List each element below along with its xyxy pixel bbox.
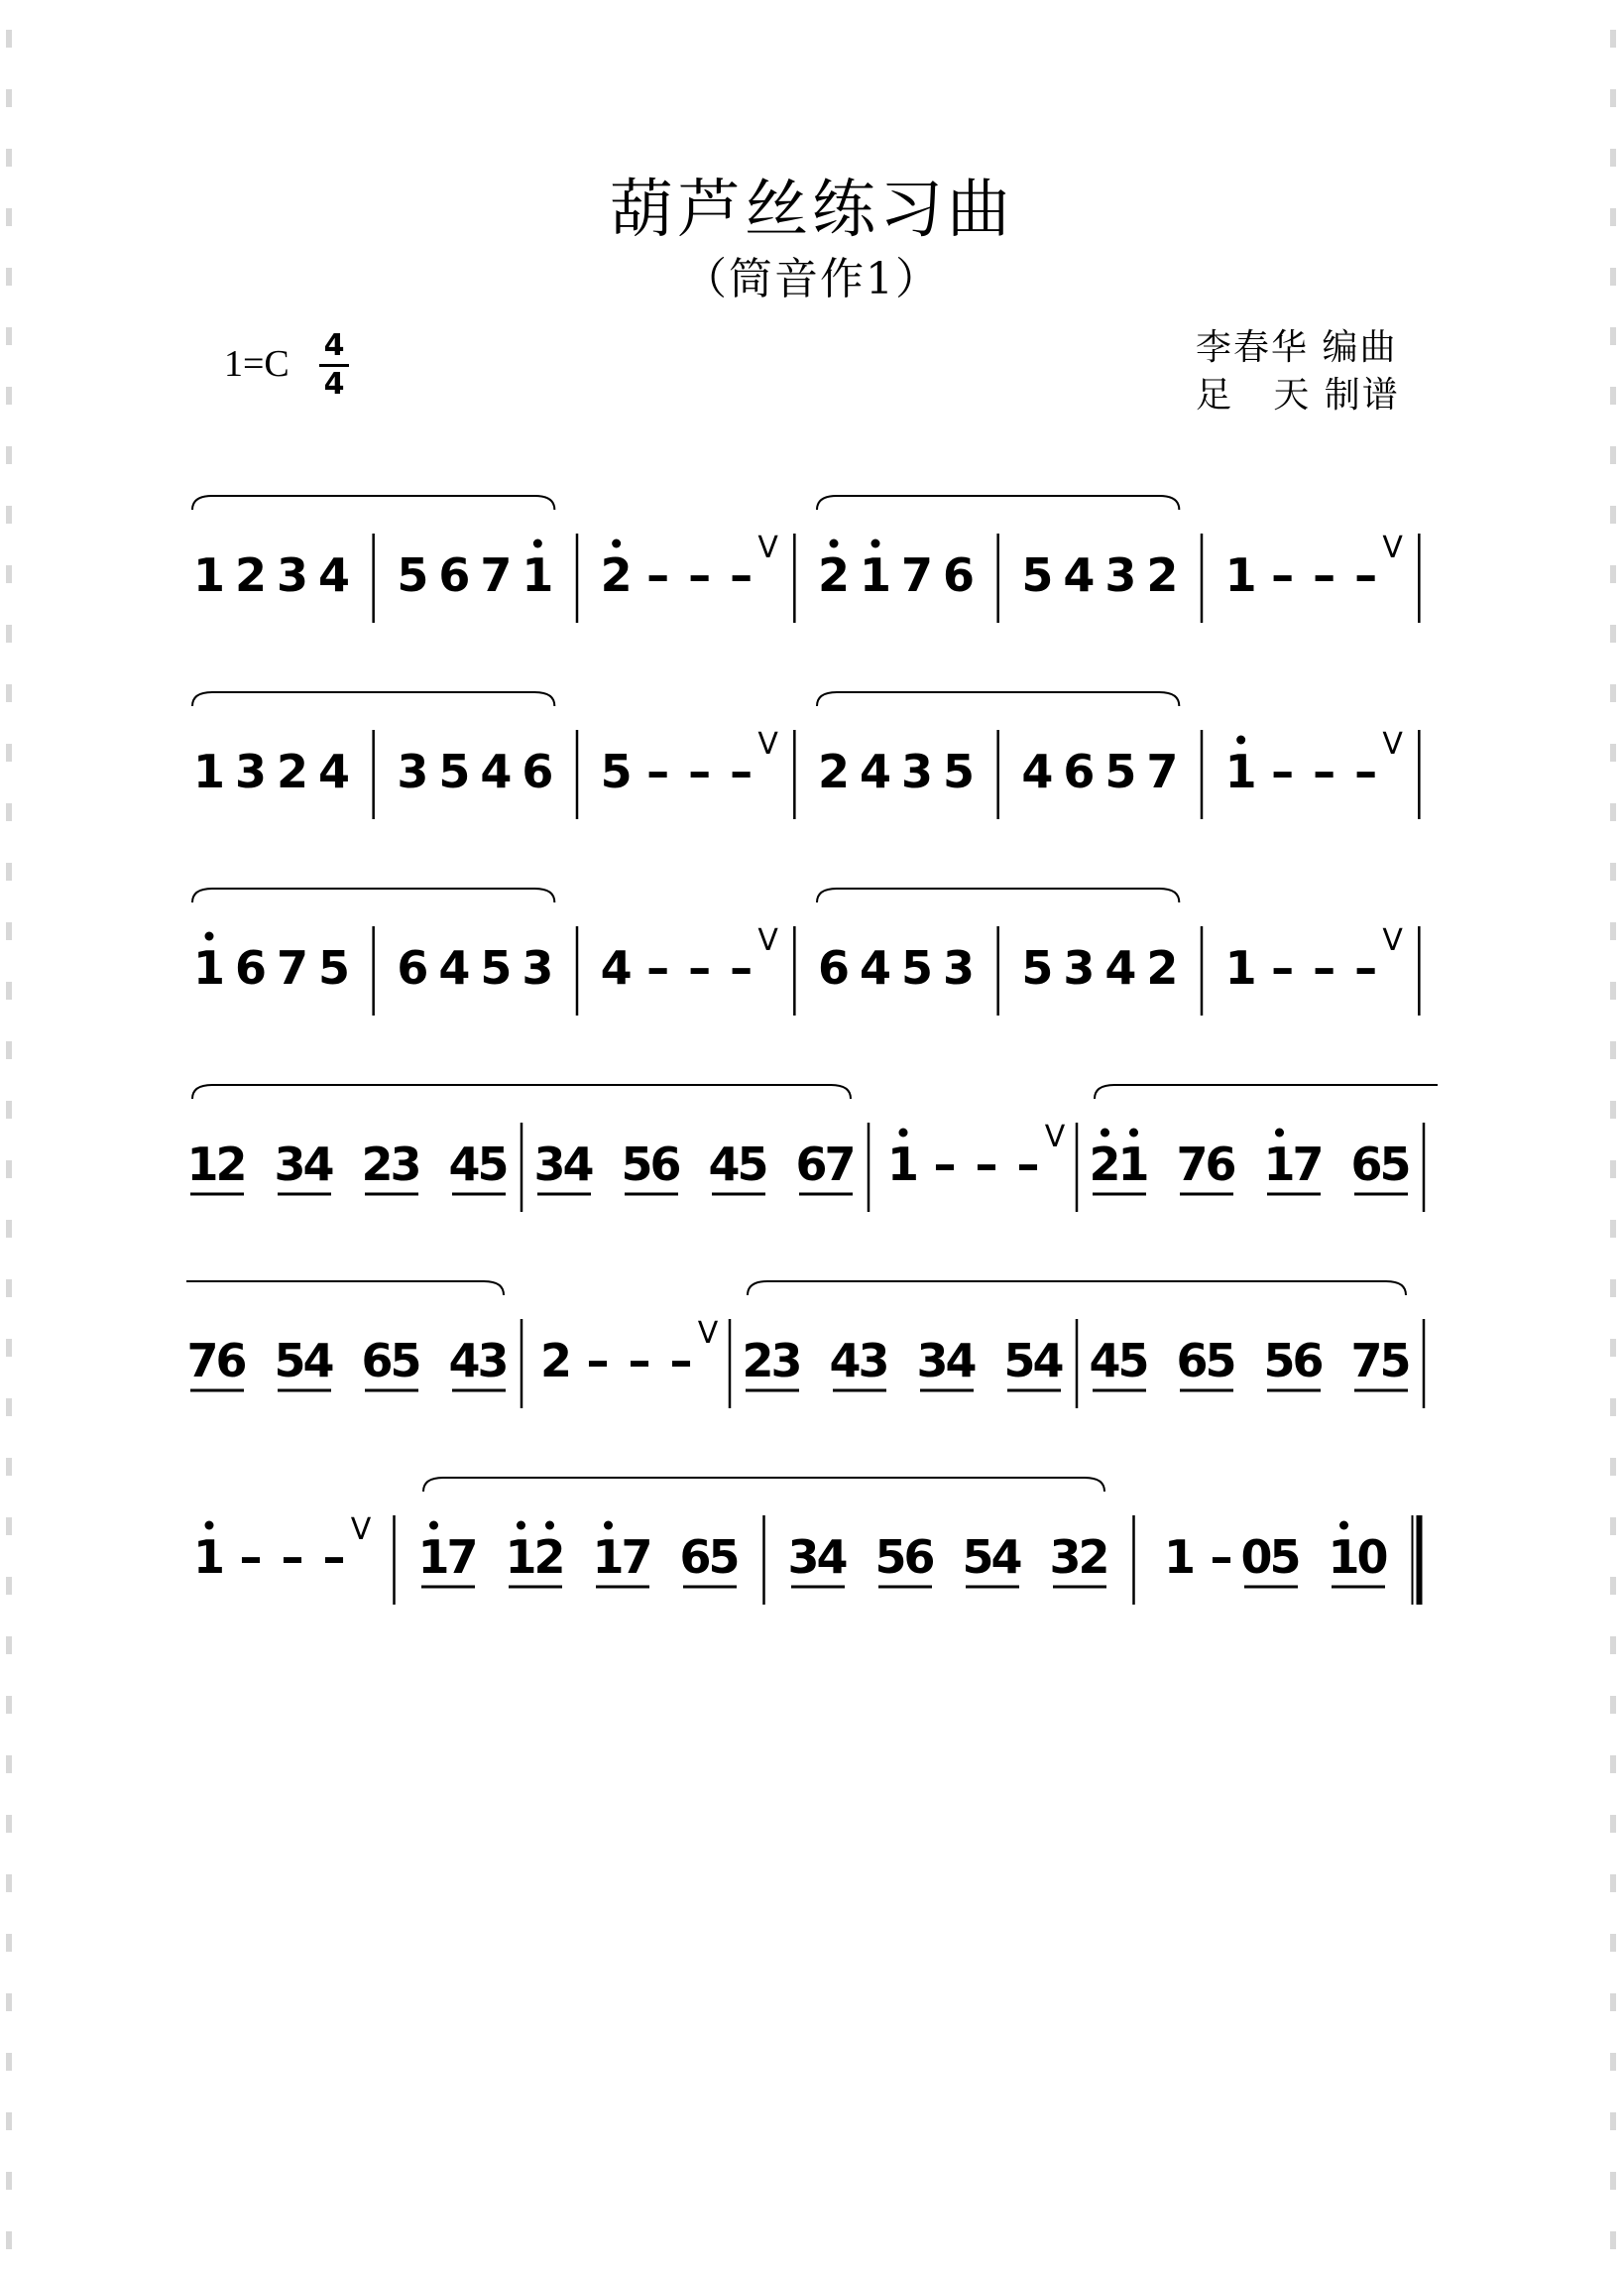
- note-digit: 1: [1163, 1530, 1197, 1584]
- margin-watermark-mark: [6, 446, 12, 464]
- dash-note: –: [281, 1530, 304, 1584]
- margin-watermark-mark: [6, 1220, 12, 1238]
- octave-dot: [612, 539, 621, 548]
- note-digit: 7: [1176, 1138, 1209, 1191]
- key-signature: 1=C: [224, 343, 290, 385]
- note-digit: 5: [438, 745, 471, 798]
- note-digit: 6: [1063, 745, 1096, 798]
- note-digit: 7: [900, 548, 934, 602]
- note-digit: 4: [317, 745, 351, 798]
- margin-watermark-mark: [6, 1636, 12, 1654]
- note-digit: 2: [1146, 548, 1179, 602]
- note-digit: 6: [215, 1334, 248, 1387]
- note-digit: 5: [480, 941, 513, 995]
- margin-watermark-mark: [1610, 89, 1616, 107]
- dash-note: –: [322, 1530, 346, 1584]
- dash-note: –: [1271, 548, 1295, 602]
- margin-watermark-mark: [6, 1934, 12, 1952]
- note-digit: 2: [539, 1334, 573, 1387]
- margin-watermark-mark: [1610, 30, 1616, 48]
- margin-watermark-mark: [6, 89, 12, 107]
- margin-watermark-mark: [6, 208, 12, 226]
- margin-watermark-mark: [1610, 208, 1616, 226]
- note-digit: 2: [533, 1530, 566, 1584]
- margin-watermark-mark: [1610, 684, 1616, 702]
- note-digit: 6: [942, 548, 976, 602]
- margin-watermark-mark: [1610, 1160, 1616, 1178]
- note-digit: 5: [621, 1138, 653, 1191]
- note-digit: 7: [1146, 745, 1179, 798]
- octave-dot: [533, 539, 542, 548]
- note-digit: 4: [317, 548, 351, 602]
- breath-mark: V: [1382, 727, 1403, 762]
- margin-watermark-mark: [1610, 2053, 1616, 2071]
- note-digit: 5: [1263, 1334, 1296, 1387]
- margin-watermark-mark: [6, 2231, 12, 2249]
- breath-mark: V: [1382, 531, 1403, 565]
- note-digit: 4: [302, 1334, 335, 1387]
- octave-dot: [1275, 1129, 1284, 1138]
- margin-watermark-mark: [1610, 1041, 1616, 1059]
- dash-note: –: [1271, 941, 1295, 995]
- note-digit: 3: [274, 1138, 306, 1191]
- note-digit: 2: [600, 548, 633, 602]
- note-digit: 7: [621, 1530, 653, 1584]
- margin-watermark-mark: [1610, 1339, 1616, 1357]
- octave-dot: [429, 1521, 438, 1530]
- dash-note: –: [669, 1334, 693, 1387]
- slur: [186, 1281, 504, 1295]
- margin-watermark-mark: [1610, 149, 1616, 167]
- margin-watermark-mark: [6, 268, 12, 286]
- margin-watermark-mark: [1610, 387, 1616, 405]
- note-digit: 5: [317, 941, 351, 995]
- breath-mark: V: [697, 1316, 719, 1351]
- margin-watermark-mark: [1610, 1220, 1616, 1238]
- margin-watermark-mark: [1610, 803, 1616, 821]
- dash-note: –: [730, 745, 754, 798]
- note-digit: 4: [600, 941, 633, 995]
- note-digit: 3: [533, 1138, 566, 1191]
- note-digit: 1: [192, 941, 226, 995]
- note-digit: 5: [1205, 1334, 1237, 1387]
- dash-note: –: [628, 1334, 651, 1387]
- note-digit: 6: [361, 1334, 394, 1387]
- note-digit: 3: [942, 941, 976, 995]
- note-digit: 5: [900, 941, 934, 995]
- margin-watermark-mark: [1610, 1934, 1616, 1952]
- song-title: 葫芦丝练习曲: [610, 174, 1014, 247]
- note-digit: 3: [397, 745, 429, 798]
- dash-note: –: [975, 1138, 998, 1191]
- note-digit: 2: [215, 1138, 248, 1191]
- margin-watermark-mark: [6, 506, 12, 524]
- note-digit: 1: [522, 548, 554, 602]
- margin-watermark-mark: [1610, 982, 1616, 1000]
- octave-dot: [1236, 736, 1245, 745]
- dash-note: –: [688, 745, 712, 798]
- note-digit: 3: [916, 1334, 949, 1387]
- note-digit: 4: [562, 1138, 595, 1191]
- note-digit: 4: [708, 1138, 741, 1191]
- breath-mark: V: [1382, 923, 1403, 958]
- margin-watermark-mark: [6, 1279, 12, 1297]
- slur: [423, 1478, 1104, 1492]
- note-digit: 5: [942, 745, 976, 798]
- margin-watermark-mark: [6, 2053, 12, 2071]
- margin-watermark-mark: [6, 863, 12, 881]
- song-subtitle: （筒音作1）: [683, 254, 941, 304]
- note-digit: 7: [480, 548, 513, 602]
- note-digit: 4: [480, 745, 513, 798]
- dash-note: –: [1313, 941, 1336, 995]
- note-digit: 3: [390, 1138, 422, 1191]
- note-digit: 4: [1104, 941, 1137, 995]
- note-digit: 5: [1021, 548, 1054, 602]
- margin-watermark-mark: [6, 1398, 12, 1416]
- dash-note: –: [730, 548, 754, 602]
- note-digit: 3: [900, 745, 934, 798]
- note-digit: 5: [600, 745, 633, 798]
- note-digit: 7: [446, 1530, 479, 1584]
- dash-note: –: [1313, 745, 1336, 798]
- note-digit: 1: [886, 1138, 920, 1191]
- margin-watermark-mark: [1610, 1815, 1616, 1833]
- margin-watermark-mark: [1610, 1517, 1616, 1535]
- note-digit: 6: [795, 1138, 828, 1191]
- octave-dot: [517, 1521, 525, 1530]
- octave-dot: [1129, 1129, 1138, 1138]
- note-digit: 5: [1269, 1530, 1302, 1584]
- dash-note: –: [646, 941, 670, 995]
- note-digit: 1: [592, 1530, 625, 1584]
- margin-watermark-mark: [6, 1101, 12, 1119]
- note-digit: 2: [742, 1334, 774, 1387]
- margin-watermark-mark: [1610, 2172, 1616, 2190]
- margin-watermark-mark: [6, 1755, 12, 1773]
- note-digit: 6: [817, 941, 851, 995]
- margin-watermark-mark: [6, 327, 12, 345]
- dash-note: –: [933, 1138, 957, 1191]
- margin-watermark-mark: [1610, 2231, 1616, 2249]
- note-digit: 1: [192, 745, 226, 798]
- dash-note: –: [586, 1334, 610, 1387]
- note-digit: 1: [417, 1530, 450, 1584]
- octave-dot: [545, 1521, 554, 1530]
- note-digit: 1: [192, 548, 226, 602]
- dash-note: –: [1210, 1530, 1233, 1584]
- margin-watermark-mark: [1610, 1696, 1616, 1714]
- note-digit: 5: [397, 548, 429, 602]
- note-digit: 6: [397, 941, 429, 995]
- slur: [817, 692, 1179, 706]
- note-digit: 3: [770, 1334, 803, 1387]
- note-digit: 5: [1379, 1334, 1412, 1387]
- note-digit: 2: [817, 548, 851, 602]
- margin-watermark-mark: [1610, 1755, 1616, 1773]
- note-digit: 6: [1176, 1334, 1209, 1387]
- slur: [1095, 1085, 1438, 1099]
- note-digit: 3: [1063, 941, 1096, 995]
- note-digit: 5: [962, 1530, 994, 1584]
- note-digit: 7: [186, 1334, 219, 1387]
- note-digit: 4: [816, 1530, 849, 1584]
- note-digit: 5: [737, 1138, 769, 1191]
- note-digit: 7: [276, 941, 309, 995]
- margin-watermark-mark: [1610, 565, 1616, 583]
- margin-watermark-mark: [6, 2112, 12, 2130]
- margin-watermark-mark: [6, 803, 12, 821]
- dash-note: –: [1016, 1138, 1040, 1191]
- note-digit: 6: [649, 1138, 682, 1191]
- dash-note: –: [730, 941, 754, 995]
- margin-watermark-mark: [6, 1041, 12, 1059]
- margin-watermark-mark: [1610, 1577, 1616, 1595]
- note-digit: 5: [274, 1334, 306, 1387]
- note-digit: 5: [708, 1530, 741, 1584]
- note-digit: 6: [438, 548, 471, 602]
- margin-watermark-mark: [6, 982, 12, 1000]
- margin-watermark-mark: [6, 625, 12, 643]
- margin-watermark-mark: [6, 1160, 12, 1178]
- margin-watermark-mark: [1610, 1874, 1616, 1892]
- time-signature-bottom: 4: [323, 367, 345, 402]
- margin-watermark-mark: [1610, 1101, 1616, 1119]
- margin-watermark-mark: [1610, 506, 1616, 524]
- note-digit: 4: [448, 1138, 481, 1191]
- note-digit: 3: [1104, 548, 1137, 602]
- margin-watermark-mark: [1610, 268, 1616, 286]
- margin-watermark-mark: [6, 1696, 12, 1714]
- slur: [192, 1085, 851, 1099]
- note-digit: 4: [859, 941, 892, 995]
- note-digit: 4: [990, 1530, 1023, 1584]
- note-digit: 1: [1224, 745, 1257, 798]
- note-digit: 3: [787, 1530, 820, 1584]
- note-digit: 5: [874, 1530, 907, 1584]
- dash-note: –: [1354, 548, 1378, 602]
- dash-note: –: [1271, 745, 1295, 798]
- note-digit: 1: [186, 1138, 219, 1191]
- margin-watermark-mark: [6, 684, 12, 702]
- slur: [817, 889, 1179, 902]
- note-digit: 1: [192, 1530, 226, 1584]
- note-digit: 3: [1049, 1530, 1082, 1584]
- note-digit: 4: [945, 1334, 978, 1387]
- margin-watermark-mark: [6, 1874, 12, 1892]
- note-digit: 1: [505, 1530, 537, 1584]
- note-digit: 7: [824, 1138, 857, 1191]
- margin-watermark-mark: [6, 565, 12, 583]
- note-digit: 3: [858, 1334, 890, 1387]
- dash-note: –: [688, 548, 712, 602]
- octave-dot: [871, 539, 880, 548]
- note-digit: 1: [1117, 1138, 1150, 1191]
- note-digit: 2: [1146, 941, 1179, 995]
- dash-note: –: [239, 1530, 263, 1584]
- note-digit: 2: [1089, 1138, 1121, 1191]
- octave-dot: [604, 1521, 613, 1530]
- note-digit: 6: [1205, 1138, 1237, 1191]
- note-digit: 4: [1021, 745, 1054, 798]
- note-digit: 6: [522, 745, 554, 798]
- margin-watermark-mark: [1610, 1458, 1616, 1476]
- breath-mark: V: [1044, 1120, 1066, 1154]
- note-digit: 2: [1078, 1530, 1110, 1584]
- breath-mark: V: [757, 531, 778, 565]
- note-digit: 5: [477, 1138, 510, 1191]
- octave-dot: [899, 1129, 908, 1138]
- note-digit: 1: [1328, 1530, 1360, 1584]
- margin-watermark-mark: [1610, 1636, 1616, 1654]
- note-digit: 5: [1104, 745, 1137, 798]
- margin-watermark-mark: [6, 1577, 12, 1595]
- dash-note: –: [1354, 745, 1378, 798]
- slur: [748, 1281, 1406, 1295]
- margin-watermark-mark: [6, 1993, 12, 2011]
- dash-note: –: [688, 941, 712, 995]
- note-digit: 2: [361, 1138, 394, 1191]
- note-digit: 1: [1224, 548, 1257, 602]
- note-digit: 3: [522, 941, 554, 995]
- note-digit: 3: [276, 548, 309, 602]
- margin-watermark-mark: [6, 149, 12, 167]
- margin-watermark-mark: [1610, 446, 1616, 464]
- breath-mark: V: [350, 1512, 372, 1547]
- note-digit: 7: [1292, 1138, 1325, 1191]
- margin-watermark-mark: [1610, 1398, 1616, 1416]
- margin-watermark-mark: [6, 387, 12, 405]
- margin-watermark-mark: [6, 1339, 12, 1357]
- note-digit: 0: [1356, 1530, 1389, 1584]
- dash-note: –: [646, 745, 670, 798]
- note-digit: 6: [1292, 1334, 1325, 1387]
- note-digit: 6: [234, 941, 268, 995]
- note-digit: 2: [817, 745, 851, 798]
- margin-watermark-mark: [1610, 2112, 1616, 2130]
- note-digit: 1: [859, 548, 892, 602]
- margin-watermark-mark: [1610, 744, 1616, 762]
- octave-dot: [1101, 1129, 1109, 1138]
- note-digit: 5: [1003, 1334, 1036, 1387]
- margin-watermark-mark: [1610, 1279, 1616, 1297]
- slur: [817, 496, 1179, 510]
- dash-note: –: [646, 548, 670, 602]
- breath-mark: V: [757, 923, 778, 958]
- margin-watermark-mark: [1610, 922, 1616, 940]
- dash-note: –: [1313, 548, 1336, 602]
- slur: [192, 496, 554, 510]
- margin-watermark-mark: [6, 2172, 12, 2190]
- margin-watermark-mark: [6, 922, 12, 940]
- note-digit: 1: [1263, 1138, 1296, 1191]
- note-digit: 4: [1063, 548, 1096, 602]
- slur: [192, 889, 554, 902]
- note-digit: 4: [1032, 1334, 1065, 1387]
- composer-credit: 李春华 编曲: [1196, 327, 1398, 368]
- note-digit: 6: [903, 1530, 936, 1584]
- note-digit: 5: [1379, 1138, 1412, 1191]
- note-digit: 4: [859, 745, 892, 798]
- note-digit: 3: [234, 745, 268, 798]
- margin-watermark-mark: [1610, 1993, 1616, 2011]
- margin-watermark-mark: [1610, 327, 1616, 345]
- engraver-credit: 足 天 制谱: [1196, 375, 1400, 416]
- note-digit: 6: [679, 1530, 712, 1584]
- margin-watermark-mark: [6, 1517, 12, 1535]
- note-digit: 2: [234, 548, 268, 602]
- note-digit: 7: [1350, 1334, 1383, 1387]
- note-digit: 5: [1117, 1334, 1150, 1387]
- margin-watermark-mark: [1610, 625, 1616, 643]
- octave-dot: [205, 932, 214, 941]
- slur: [192, 692, 554, 706]
- time-signature-top: 4: [323, 328, 345, 363]
- note-digit: 4: [438, 941, 471, 995]
- octave-dot: [205, 1521, 214, 1530]
- note-digit: 0: [1240, 1530, 1273, 1584]
- note-digit: 4: [302, 1138, 335, 1191]
- breath-mark: V: [757, 727, 778, 762]
- note-digit: 4: [1089, 1334, 1121, 1387]
- margin-watermark-mark: [6, 1458, 12, 1476]
- note-digit: 2: [276, 745, 309, 798]
- note-digit: 4: [829, 1334, 862, 1387]
- note-digit: 4: [448, 1334, 481, 1387]
- octave-dot: [830, 539, 839, 548]
- margin-watermark-mark: [1610, 863, 1616, 881]
- note-digit: 5: [1021, 941, 1054, 995]
- margin-watermark-mark: [6, 30, 12, 48]
- note-digit: 5: [390, 1334, 422, 1387]
- margin-watermark-mark: [6, 744, 12, 762]
- margin-watermark-mark: [6, 1815, 12, 1833]
- note-digit: 3: [477, 1334, 510, 1387]
- octave-dot: [1339, 1521, 1348, 1530]
- dash-note: –: [1354, 941, 1378, 995]
- note-digit: 6: [1350, 1138, 1383, 1191]
- note-digit: 1: [1224, 941, 1257, 995]
